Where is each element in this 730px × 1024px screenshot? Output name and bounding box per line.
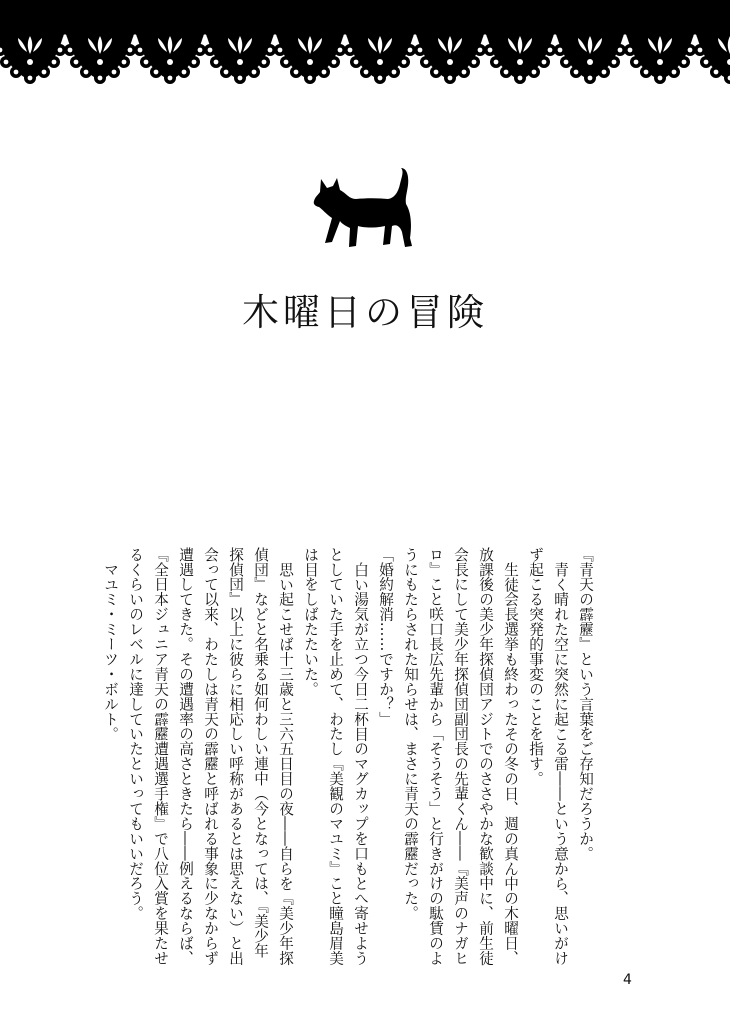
paragraph: 思い起こせば十三歳と三六五日目の夜――自らを『美少年探偵団』などと名乗る如何わしい連中（今となっては、『美少年探偵団』以上に彼らに相応しい呼称があるとは思えない）と出会って以来、わたしは青天の霹靂と呼ばれる事象に少なからず遭遇してきた。その遭遇率の高さときたら――例えるならば、『全日本ジュニア青天の霹靂遭遇選手権』で八位入賞を果たせるくらいのレベルに達していたといってもいいだろう。: [127, 547, 294, 966]
paragraph: 生徒会長選挙も終わったその冬の日、週の真ん中の木曜日、放課後の美少年探偵団アジトでのささやかな歓談中に、前生徒会長にして美少年探偵団副団長の先輩くん――『美声のナガヒロ』こと咲口長広先輩から「そうそう」と行きがけの駄賃のようにもたらされた知らせは、まさに青天の霹靂だった。: [402, 547, 519, 966]
dialogue-line: 「婚約解消……ですか？」: [377, 547, 394, 727]
lace-border-ornament: [0, 0, 730, 100]
walking-cat-icon: [312, 166, 416, 252]
body-text: [102, 547, 598, 973]
byline: マユミ・ミーツ・ボルト。: [102, 561, 119, 741]
paragraph: 白い湯気が立つ今日二杯目のマグカップを口もとへ寄せようとしていた手を止めて、わたし『美観のマユミ』こと瞳島眉美は目をしばたたいた。: [302, 547, 369, 966]
paragraph: 『青天の霹靂』という言葉をご存知だろうか。: [577, 547, 594, 861]
page-number: 4: [623, 972, 632, 988]
chapter-title: 木曜日の冒険: [242, 291, 488, 334]
paragraph: 青く晴れた空に突然に起こる雷――という意から、思いがけず起こる突発的事変のことを指す。: [527, 547, 569, 966]
